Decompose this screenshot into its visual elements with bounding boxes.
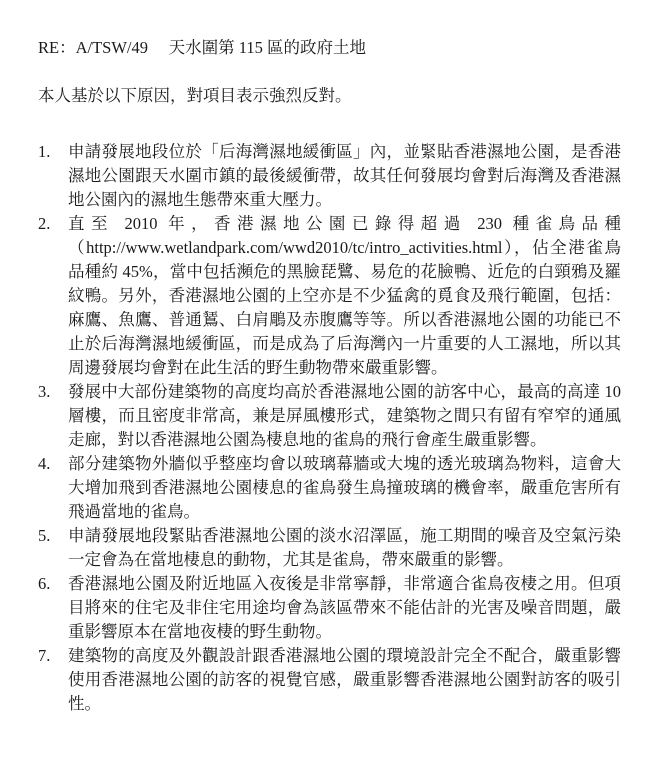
objection-text: 香港濕地公園及附近地區入夜後是非常寧靜，非常適合雀鳥夜棲之用。但項目將來的住宅及非住宅用途均會為該區帶來不能估計的光害及噪音問題，嚴重影響原本在當地夜棲的野生動物。: [68, 574, 621, 641]
objection-item: [38, 644, 621, 716]
objection-text: 部分建築物外牆似乎整座均會以玻璃幕牆或大塊的透光玻璃為物料，這會大大增加飛到香港濕地公園棲息的雀鳥發生鳥撞玻璃的機會率，嚴重危害所有飛過當地的雀鳥。: [68, 454, 621, 521]
objection-text: 建築物的高度及外觀設計跟香港濕地公園的環境設計完全不配合，嚴重影響使用香港濕地公園的訪客的視覺官感，嚴重影響香港濕地公園對訪客的吸引性。: [68, 646, 621, 713]
objection-item: [38, 524, 621, 572]
objection-number: 1.: [38, 142, 51, 161]
objection-text: 發展中大部份建築物的高度均高於香港濕地公園的訪客中心，最高的高達 10 層樓，而且密度非常高，兼是屏風樓形式，建築物之間只有留有窄窄的通風走廊，對以香港濕地公園為棲息地的雀鳥的飛行會產生嚴重影響。: [68, 382, 621, 449]
objection-number: 5.: [38, 526, 51, 545]
objection-item: [38, 380, 621, 452]
objection-text: 直至 2010 年，香港濕地公園已錄得超過 230 種雀鳥品種（http://www.wetlandpark.com/wwd2010/tc/intro_activities.html），佔全港雀鳥品種約 45%，當中包括瀕危的黑臉琵鷺、易危的花臉鴨、近危的白頸鴉及羅紋鴨。另外，香港濕地公園的上空亦是不少猛禽的覓食及飛行範圍，包括：麻鷹、魚鷹、普通鵟、白肩鵰及赤腹鷹等等。所以香港濕地公園的功能已不止於后海灣濕地緩衝區，而是成為了后海灣內一片重要的人工濕地，所以其周邊發展均會對在此生活的野生動物帶來嚴重影響。: [68, 214, 621, 377]
objection-item: [38, 452, 621, 524]
objection-number: 7.: [38, 646, 51, 665]
objection-text: 申請發展地段緊貼香港濕地公園的淡水沼澤區，施工期間的噪音及空氣污染一定會為在當地棲息的動物，尤其是雀鳥，帶來嚴重的影響。: [68, 526, 621, 569]
objection-item: [38, 140, 621, 212]
objection-number: 3.: [38, 382, 51, 401]
objection-item: [38, 572, 621, 644]
objection-number: 2.: [38, 214, 51, 233]
objection-number: 4.: [38, 454, 51, 473]
objection-item: [38, 212, 621, 380]
objection-list: [38, 140, 621, 716]
objection-number: 6.: [38, 574, 51, 593]
subject-line: RE：A/TSW/49 天水圍第 115 區的政府土地: [38, 38, 367, 57]
intro-paragraph: 本人基於以下原因，對項目表示強烈反對。: [38, 86, 352, 105]
objection-text: 申請發展地段位於「后海灣濕地緩衝區」內，並緊貼香港濕地公園，是香港濕地公園跟天水圍市鎮的最後緩衝帶，故其任何發展均會對后海灣及香港濕地公園內的濕地生態帶來重大壓力。: [68, 142, 621, 209]
